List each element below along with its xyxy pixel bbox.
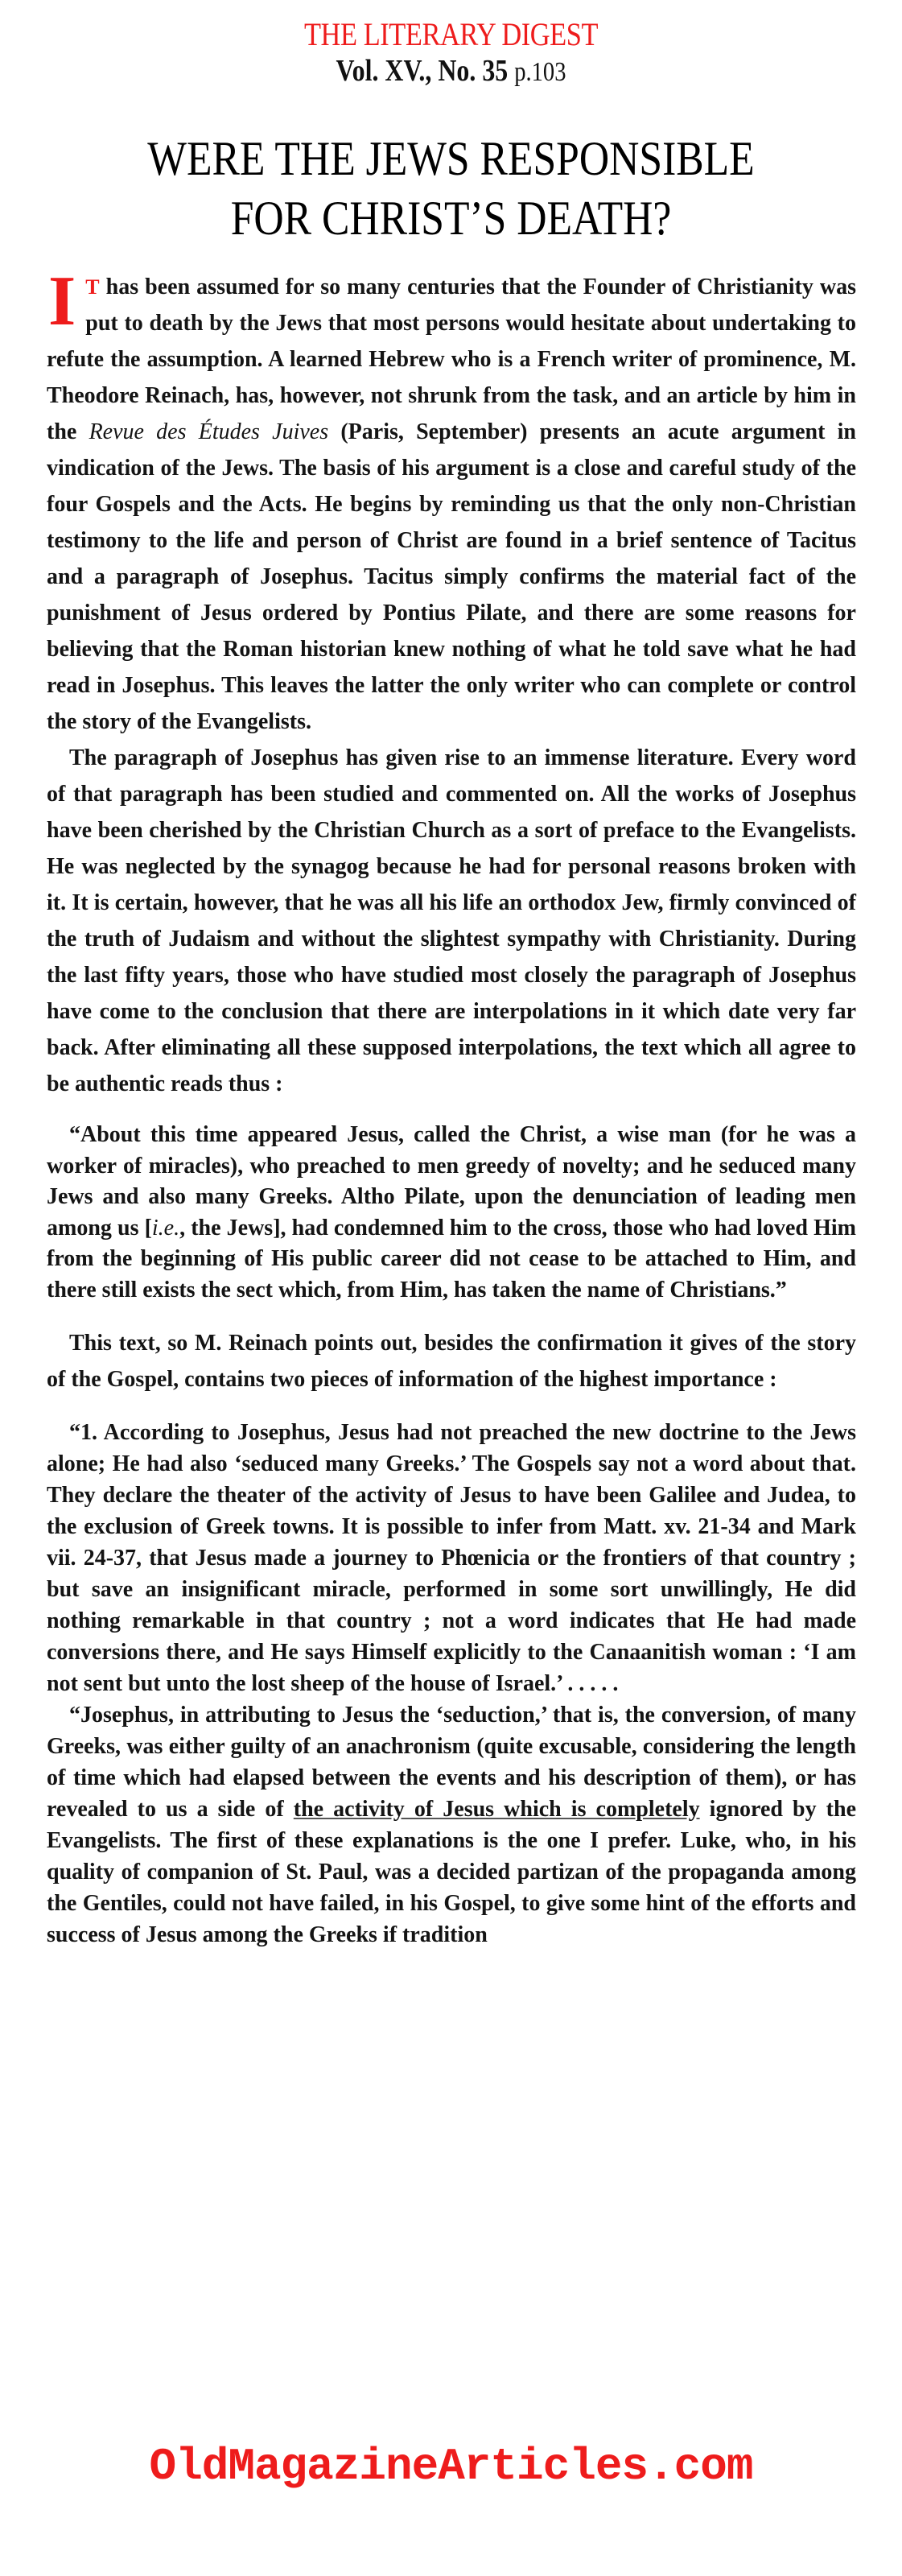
article-headline [0, 129, 902, 248]
paragraph-1 [47, 262, 857, 740]
headline-line-2: FOR CHRIST’S DEATH? [230, 192, 672, 245]
paragraph-5-text-start: “Josephus, in attributing to Jesus the ‘seduction,’ that is, the conversion, of many Greeks, was either guilty of an anachronism (quite excusable, considering the length of time which had elapsed between the events and his description of them), or has revealed to us a side of [47, 1703, 856, 1822]
issue-number: Vol. XV., No. 35 [336, 54, 509, 88]
paragraph-5 [47, 1699, 856, 1951]
drop-cap-second-letter: T [85, 275, 100, 299]
journal-title: Revue des Études Juives [89, 419, 329, 444]
josephus-quote [47, 1120, 856, 1306]
headline-line-1: WERE THE JEWS RESPONSIBLE [147, 132, 755, 185]
marked-phrase: the activity of Jesus which is completely [293, 1797, 700, 1822]
quote-text-end: , the Jews], had condemned him to the cross, those who had loved Him from the beginning of His public career did not cease to be attached to Him, and there still exists the sect which, from Him, has taken the name of Christians.” [47, 1215, 856, 1302]
numbered-point-1: “1. According to Josephus, Jesus had not preached the new doctrine to the Jews alone; He had also ‘seduced many Greeks.’ The Gospels say not a word about that. They declare the theater of the activity of Jesus to have been Galilee and Judea, to the exclusion of Greek towns. It is possible to infer from Matt. xv. 21-34 and Mark vii. 24-37, that Jesus made a journey to Phœnicia or the frontiers of that country ; but save an insignificant miracle, performed in some sort unwillingly, He did nothing remarkable in that country ; not a word indicates that He had made conversions there, and He says Himself explicitly to the Canaanitish woman : ‘I am not sent but unto the lost sheep of the house of Israel.’ . . . . . [47, 1420, 856, 1696]
paragraph-3: This text, so M. Reinach points out, besides the confirmation it gives of the story of the Gospel, contains two pieces of information of the highest importance : [47, 1331, 856, 1392]
quote-abbreviation: i.e. [151, 1215, 180, 1241]
drop-cap: I [48, 262, 76, 341]
article-body [47, 262, 857, 1951]
issue-line [72, 53, 830, 90]
source-watermark: OldMagazineArticles.com [149, 2441, 753, 2492]
quote-text-start: “About this time appeared Jesus, called the Christ, a wise man (for he was a worker of miracles), who preached to men greedy of novelty; and he seduced many Jews and also many Greeks. Altho Pilate, upon the denunciation of leading men among us [ [47, 1122, 856, 1241]
paragraph-5-text-end: ignored by the Evangelists. The first of these explanations is the one I prefer. Luke, who, in his quality of companion of St. Paul, was a decided partizan of the propaganda among the Gentiles, could not have failed, in his Gospel, to give some hint of the efforts and success of Jesus among the Greeks if tradition [47, 1797, 856, 1947]
paragraph-1-text-start: has been assumed for so many centuries that the Founder of Christianity was put to death by the Jews that most persons would hesitate about undertaking to refute the assumption. A learned Hebrew who is a French writer of prominence, M. Theodore Reinach, has, however, not shrunk from the task, and an article by him in the [47, 275, 856, 444]
paragraph-2: The paragraph of Josephus has given rise to an immense literature. Every word of that paragraph has been studied and commented on. All the works of Josephus have been cherished by the Christian Church as a sort of preface to the Evangelists. He was neglected by the synagog because he had for personal reasons broken with it. It is certain, however, that he was all his life an orthodox Jew, firmly convinced of the truth of Judaism and without the slightest sympathy with Christianity. During the last fifty years, those who have studied most closely the paragraph of Josephus have come to the conclusion that there are interpolations in it which date very far back. After eliminating all these supposed interpolations, the text which all agree to be authentic reads thus : [47, 745, 856, 1096]
page-number: p.103 [514, 57, 566, 87]
publication-name: THE LITERARY DIGEST [303, 16, 599, 52]
paragraph-1-text-end: (Paris, September) presents an acute argument in vindication of the Jews. The basis of his argument is a close and careful study of the four Gospels and the Acts. He begins by reminding us that the only non-Christian testimony to the life and person of Christ are found in a brief sentence of Tacitus and a paragraph of Josephus. Tacitus simply confirms the material fact of the punishment of Jesus ordered by Pontius Pilate, and there are some reasons for believing that the Roman historian knew nothing of what he told save what he had read in Josephus. This leaves the latter the only writer who can complete or control the story of the Evangelists. [47, 419, 857, 734]
